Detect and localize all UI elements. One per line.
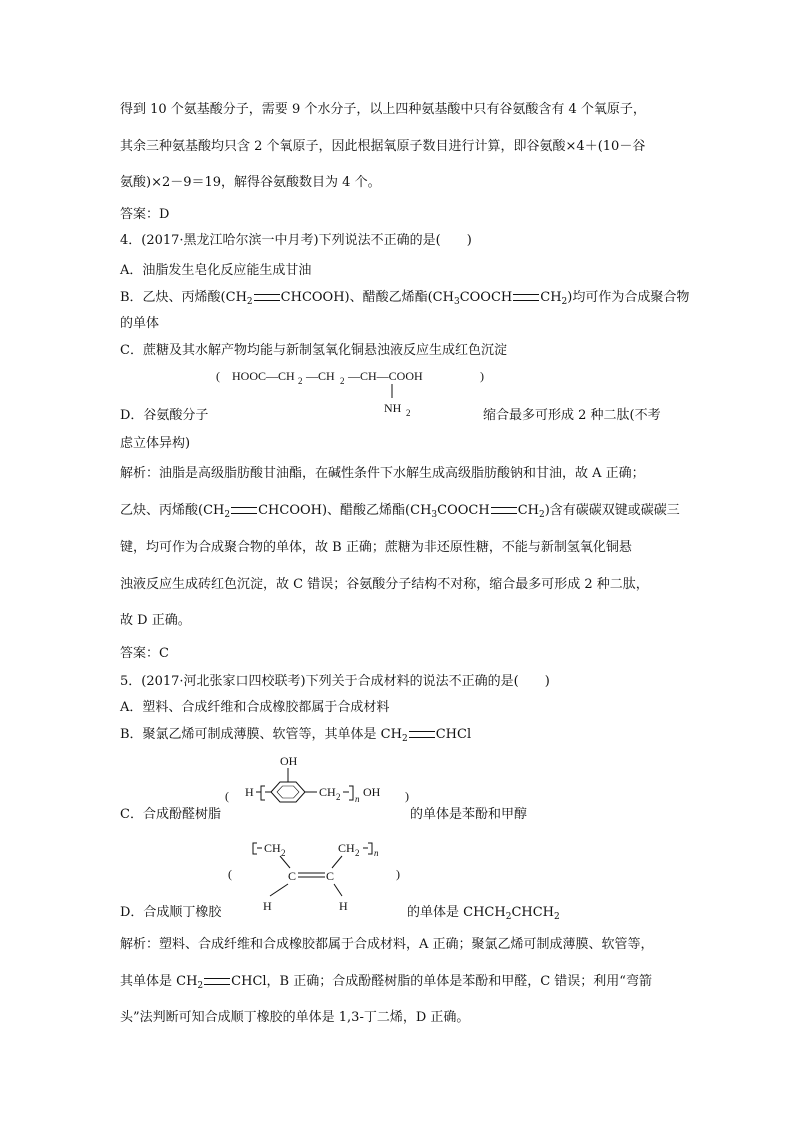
subscript: 2 [281,848,286,858]
answer-line: 答案：C [120,646,169,661]
text-line: 的单体是苯酚和甲醇 [410,807,528,822]
formula-text: CH [338,841,355,855]
formula-text: —CH—COOH [348,369,423,383]
option-a: A．塑料、合成纤维和合成橡胶都属于合成材料 [120,700,390,715]
text-span: CH [540,290,562,305]
text-span: )含有碳碳双键或碳碳三 [544,503,680,518]
answer-line: 答案：D [120,207,170,222]
option-d: D．谷氨酸分子 [120,408,209,423]
text-span: 的单体是 CHCH [407,905,506,920]
formula-text: CH [264,841,281,855]
option-a: A．油脂发生皂化反应能生成甘油 [120,263,312,278]
text-span: CHCl [435,727,472,742]
subscript: 2 [406,408,411,418]
text-line: 的单体 [120,316,160,331]
text-span: COOCH [459,290,513,305]
bracket-right [368,843,372,854]
subscript: 2 [401,734,408,744]
explanation-line: 故 D 正确。 [120,613,191,628]
formula-text: C [288,869,297,883]
text-line: 缩合最多可形成 2 种二肽(不考 [483,408,661,423]
bond-line [332,856,342,868]
formula-text: C [326,869,335,883]
paren-left: ( [225,789,229,803]
text-span: COOCH [437,503,490,518]
formula-text: CH [319,785,336,799]
benzene-ring-icon [271,782,305,802]
paren-left: ( [228,867,232,881]
option-d: D．合成顺丁橡胶 [120,905,222,920]
text-line: 得到 10 个氨基酸分子，需要 9 个水分子，以上四种氨基酸中只有谷氨酸含有 4 个氧原子， [120,102,646,117]
formula-text: H [263,899,272,913]
benzene-inner-ring [277,786,299,798]
paren-right: ) [405,789,409,803]
formula-text: H [245,785,254,799]
double-bond [254,294,280,301]
text-span: )均可作为合成聚合物 [567,290,690,305]
text-span: B．乙炔、丙烯酸(CH [120,290,247,305]
text-span: B．聚氯乙烯可制成薄膜、软管等，其单体是 CH [120,727,402,742]
explanation-line: 浊液反应生成砖红色沉淀，故 C 错误；谷氨酸分子结构不对称，缩合最多可形成 2 种二肽， [120,577,649,592]
bond-line [270,884,288,896]
subscript: 2 [298,376,303,386]
subscript: n [355,794,360,804]
option-b [120,727,471,747]
explanation-line: 解析：油脂是高级脂肪酸甘油酯，在碱性条件下水解生成高级脂肪酸钠和甘油，故 A 正确； [120,466,645,481]
double-bond [231,507,257,514]
text-span: CHCOOH)、醋酸乙烯酯(CH [280,290,454,305]
subscript: 2 [246,297,253,307]
text-line [407,905,560,925]
subscript: 2 [505,912,512,922]
formula-text: NH [384,401,402,415]
subscript: 2 [340,376,345,386]
double-bond [513,294,539,301]
paren-left: ( [216,369,220,383]
subscript: 2 [538,510,545,520]
option-c: C．蔗糖及其水解产物均能与新制氢氧化铜悬浊液反应生成红色沉淀 [120,343,507,358]
formula-text: OH [363,785,381,799]
subscript: 2 [224,510,231,520]
paren-right: ) [480,369,484,383]
paren-right: ) [396,867,400,881]
double-bond [204,978,230,985]
subscript: 2 [355,848,360,858]
option-b [120,290,689,310]
double-bond [409,731,435,738]
phenolic-resin-structure [225,752,415,812]
explanation-line [120,503,680,523]
formula-text: H [339,899,348,913]
text-line: 其余三种氨基酸均只含 2 个氧原子，因此根据氧原子数目进行计算，即谷氨酸×4＋(10－谷 [120,139,646,154]
text-span: CHCl，B 正确；合成酚醛树脂的单体是苯酚和甲醛，C 错误；利用“弯箭 [231,974,652,989]
subscript: 3 [453,297,460,307]
double-bond [491,507,517,514]
explanation-line: 键，均可作为合成聚合物的单体，故 B 正确；蔗糖为非还原性糖，不能与新制氢氧化铜悬 [120,540,632,555]
formula-text: HOOC—CH [232,369,295,383]
subscript: 3 [431,510,438,520]
formula-text: —CH [306,369,335,383]
explanation-line: 头”法判断可知合成顺丁橡胶的单体是 1,3-丁二烯，D 正确。 [120,1010,470,1025]
text-line: 虑立体异构) [120,436,191,451]
bracket-left [261,786,265,800]
text-span: CHCH [511,905,555,920]
formula-text: OH [280,754,298,768]
subscript: 2 [336,792,341,802]
text-line: 氨酸)×2－9＝19，解得谷氨酸数目为 4 个。 [120,175,381,190]
text-span: 其单体是 CH [120,974,198,989]
explanation-line [120,974,652,994]
question-stem: 4．(2017·黑龙江哈尔滨一中月考)下列说法不正确的是( ) [120,233,472,248]
subscript: 2 [554,912,560,922]
subscript: n [374,848,379,858]
glutamic-acid-structure [210,364,490,420]
text-span: 乙炔、丙烯酸(CH [120,503,225,518]
question-stem: 5．(2017·河北张家口四校联考)下列关于合成材料的说法不正确的是( ) [120,674,550,689]
text-span: CHCOOH)、醋酸乙烯酯(CH [258,503,432,518]
bracket-left [253,843,257,854]
text-span: CH [517,503,539,518]
subscript: 2 [197,981,204,991]
subscript: 2 [561,297,568,307]
option-c: C．合成酚醛树脂 [120,807,221,822]
cis-polybutadiene-structure [228,834,408,916]
bracket-right [349,786,353,800]
explanation-line: 解析：塑料、合成纤维和合成橡胶都属于合成材料，A 正确；聚氯乙烯可制成薄膜、软管等， [120,937,654,952]
bond-line [334,884,342,896]
